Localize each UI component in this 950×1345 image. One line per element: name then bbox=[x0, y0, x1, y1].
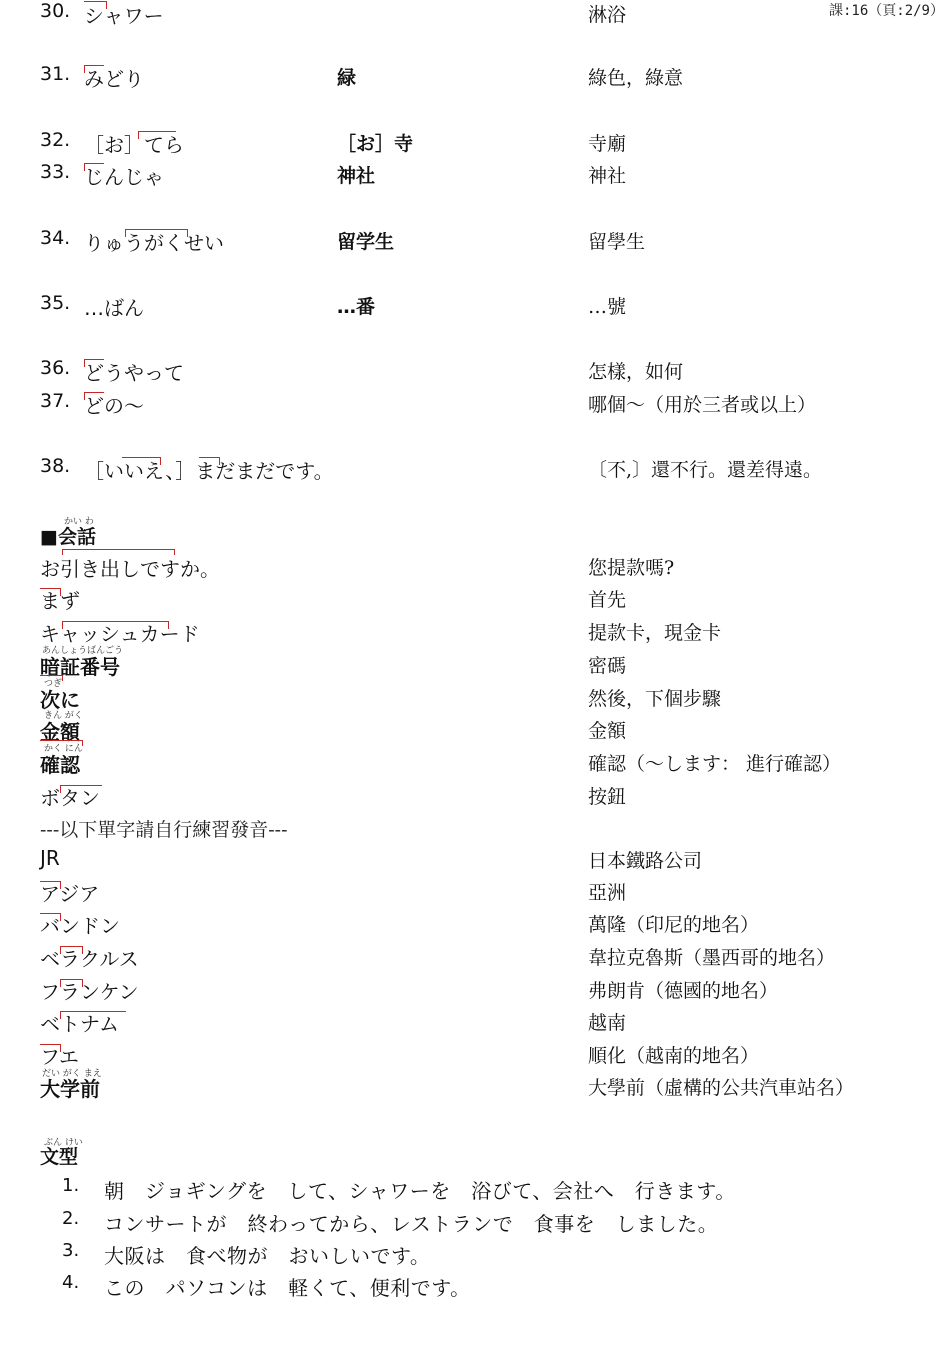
vocab-row bbox=[0, 390, 950, 420]
proper-noun-term: ベトナム bbox=[40, 1012, 119, 1036]
conversation-row bbox=[0, 684, 950, 714]
sentence-text: 大阪は 食べ物が おいしいです。 bbox=[104, 1244, 431, 1268]
vocab-kana: どの～ bbox=[84, 394, 144, 418]
conversation-term: キャッシュカード bbox=[40, 622, 200, 646]
sentence-row bbox=[0, 1240, 950, 1270]
vocab-meaning: 綠色，綠意 bbox=[588, 67, 684, 89]
conversation-row bbox=[0, 553, 950, 583]
conversation-meaning: 金額 bbox=[588, 720, 627, 742]
vocab-number: 34. bbox=[40, 227, 71, 249]
proper-noun-row bbox=[0, 976, 950, 1006]
sentence-text: 朝 ジョギングを して、シャワーを 浴びて、会社へ 行きます。 bbox=[104, 1179, 736, 1203]
ruby-reading: かく にん bbox=[44, 744, 83, 754]
proper-noun-meaning: 大學前（虛構的公共汽車站名） bbox=[588, 1077, 855, 1099]
vocab-kanji: 神社 bbox=[337, 165, 376, 187]
conversation-term: ボタン bbox=[40, 786, 100, 810]
ruby-reading: かい わ bbox=[64, 517, 94, 527]
vocab-number: 35. bbox=[40, 292, 71, 314]
proper-noun-term: フランケン bbox=[40, 980, 139, 1004]
proper-noun-term: JR bbox=[40, 846, 60, 870]
conversation-term: 次に bbox=[40, 688, 80, 712]
sentence-number: 3. bbox=[62, 1240, 80, 1261]
vocab-row bbox=[0, 455, 950, 485]
vocab-kanji: 留学生 bbox=[337, 231, 395, 253]
vocab-kanji: ［お］寺 bbox=[337, 133, 414, 155]
vocab-kana: りゅうがくせい bbox=[84, 231, 224, 255]
proper-noun-meaning: 日本鐵路公司 bbox=[588, 850, 703, 872]
vocab-kana: みどり bbox=[84, 67, 144, 91]
vocab-row bbox=[0, 63, 950, 93]
sentence-row bbox=[0, 1175, 950, 1205]
conversation-term: お引き出しですか。 bbox=[40, 557, 220, 581]
vocab-number: 36. bbox=[40, 357, 71, 379]
vocab-kana: ［お］てら bbox=[84, 133, 184, 157]
ruby-reading: つぎ bbox=[44, 679, 63, 689]
sentence-text: コンサートが 終わってから、レストランで 食事を しました。 bbox=[104, 1212, 719, 1236]
conversation-meaning: 密碼 bbox=[588, 655, 627, 677]
vocab-meaning: 怎樣，如何 bbox=[588, 361, 684, 383]
vocab-kana: じんじゃ bbox=[84, 165, 164, 189]
conversation-meaning: 首先 bbox=[588, 589, 627, 611]
conversation-meaning: 按鈕 bbox=[588, 786, 627, 808]
conversation-term: 暗証番号 bbox=[40, 655, 120, 679]
proper-noun-meaning: 亞洲 bbox=[588, 882, 627, 904]
vocab-number: 33. bbox=[40, 161, 71, 183]
conversation-meaning: 確認（～します： 進行確認） bbox=[588, 753, 842, 775]
conversation-row bbox=[0, 618, 950, 648]
vocab-row bbox=[0, 0, 950, 30]
proper-noun-term: 大学前 bbox=[40, 1077, 100, 1101]
conversation-row bbox=[0, 749, 950, 779]
ruby-reading: だい がく まえ bbox=[42, 1069, 102, 1079]
vocab-meaning: 留學生 bbox=[588, 231, 646, 253]
conversation-term: 金額 bbox=[40, 720, 80, 744]
proper-noun-row bbox=[0, 943, 950, 973]
sentence-patterns-title: 文型 bbox=[40, 1146, 79, 1168]
proper-noun-term: アジア bbox=[40, 882, 100, 906]
conversation-row bbox=[0, 782, 950, 812]
vocab-kana: どうやって bbox=[84, 361, 184, 385]
proper-noun-row bbox=[0, 1041, 950, 1071]
sentence-row bbox=[0, 1272, 950, 1302]
conversation-meaning: 然後，下個步驟 bbox=[588, 688, 722, 710]
vocab-row bbox=[0, 357, 950, 387]
sentence-number: 2. bbox=[62, 1208, 80, 1229]
sentence-number: 1. bbox=[62, 1175, 80, 1196]
proper-noun-term: ベラクルス bbox=[40, 947, 139, 971]
conversation-term: まず bbox=[40, 589, 80, 613]
conversation-meaning: 提款卡，現金卡 bbox=[588, 622, 722, 644]
proper-noun-row bbox=[0, 1073, 950, 1103]
proper-noun-row bbox=[0, 910, 950, 940]
sentence-number: 4. bbox=[62, 1272, 80, 1293]
conversation-meaning: 您提款嗎? bbox=[588, 557, 675, 579]
vocab-row bbox=[0, 227, 950, 257]
ruby-reading: あんしょうばんごう bbox=[42, 646, 124, 656]
vocab-kanji: …番 bbox=[337, 296, 376, 318]
proper-noun-meaning: 韋拉克魯斯（墨西哥的地名） bbox=[588, 947, 836, 969]
conversation-row bbox=[0, 651, 950, 681]
proper-noun-row bbox=[0, 846, 950, 876]
ruby-reading: きん がく bbox=[44, 711, 83, 721]
conversation-title: ■会話 bbox=[40, 526, 96, 548]
proper-noun-meaning: 萬隆（印尼的地名） bbox=[588, 914, 760, 936]
practice-note: ---以下單字請自行練習發音--- bbox=[40, 819, 288, 841]
vocab-number: 32. bbox=[40, 129, 71, 151]
vocab-row bbox=[0, 161, 950, 191]
vocab-kanji: 緑 bbox=[337, 67, 357, 89]
lesson-page-indicator: 課:16（頁:2/9） bbox=[828, 3, 944, 19]
vocab-kana: シャワー bbox=[84, 4, 164, 28]
vocab-meaning: 寺廟 bbox=[588, 133, 627, 155]
proper-noun-term: バンドン bbox=[40, 914, 120, 938]
sentence-text: この パソコンは 軽くて、便利です。 bbox=[104, 1276, 471, 1300]
vocab-number: 31. bbox=[40, 63, 71, 85]
ruby-reading: ぶん けい bbox=[44, 1138, 83, 1148]
proper-noun-term: フエ bbox=[40, 1045, 79, 1069]
vocab-kana: …ばん bbox=[84, 296, 144, 320]
proper-noun-row bbox=[0, 1008, 950, 1038]
vocab-row bbox=[0, 292, 950, 322]
vocab-meaning: 淋浴 bbox=[588, 4, 627, 26]
proper-noun-meaning: 弗朗肯（德國的地名） bbox=[588, 980, 779, 1002]
sentence-row bbox=[0, 1208, 950, 1238]
vocab-number: 38. bbox=[40, 455, 71, 477]
vocab-number: 37. bbox=[40, 390, 71, 412]
proper-noun-meaning: 順化（越南的地名） bbox=[588, 1045, 760, 1067]
conversation-term: 確認 bbox=[40, 753, 80, 777]
vocab-meaning: 〔不,〕還不行。還差得遠。 bbox=[588, 459, 823, 481]
vocab-kana: ［いいえ、］まだまだです。 bbox=[84, 459, 334, 483]
proper-noun-meaning: 越南 bbox=[588, 1012, 627, 1034]
conversation-row bbox=[0, 716, 950, 746]
vocab-meaning: …號 bbox=[588, 296, 627, 318]
vocab-meaning: 哪個～（用於三者或以上） bbox=[588, 394, 817, 416]
vocab-meaning: 神社 bbox=[588, 165, 627, 187]
vocab-row bbox=[0, 129, 950, 159]
conversation-row bbox=[0, 585, 950, 615]
vocab-number: 30. bbox=[40, 0, 71, 22]
proper-noun-row bbox=[0, 878, 950, 908]
